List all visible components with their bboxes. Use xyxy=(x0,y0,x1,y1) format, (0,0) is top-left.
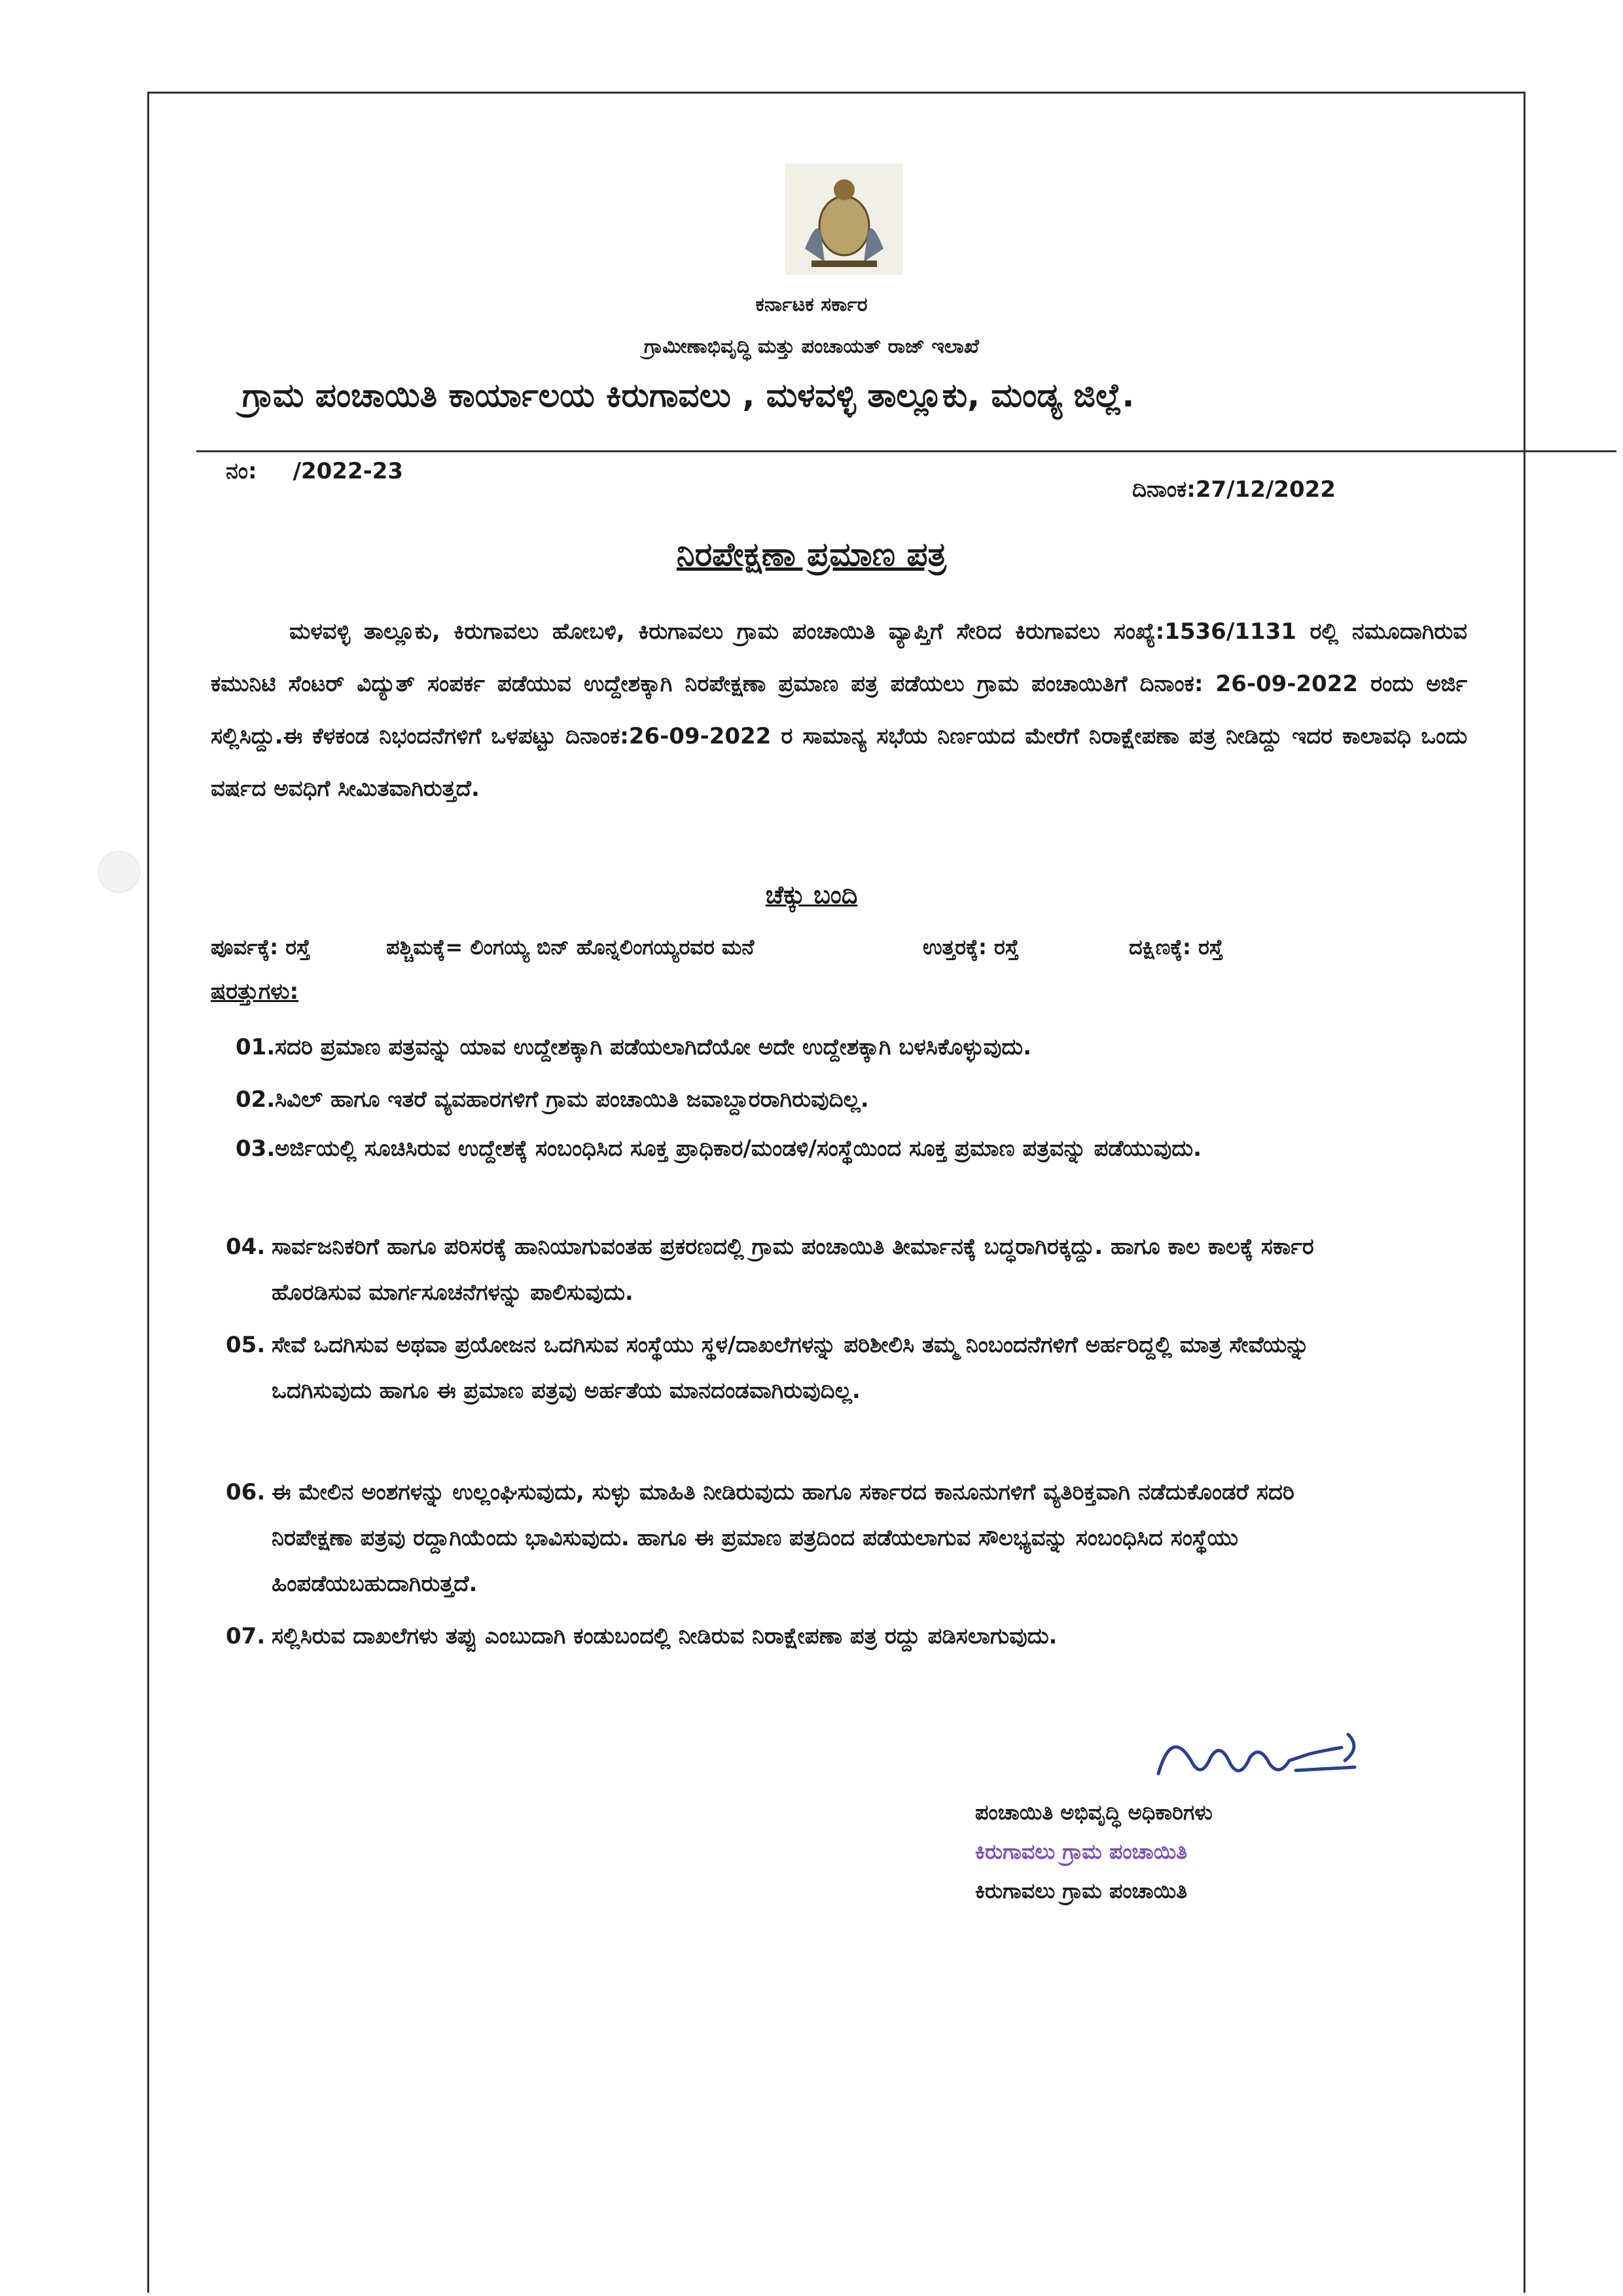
header-divider xyxy=(196,450,1616,452)
condition-text: ಸಿವಿಲ್ ಹಾಗೂ ಇತರೆ ವ್ಯವಹಾರಗಳಿಗೆ ಗ್ರಾಮ ಪಂಚಾಯಿತಿ ಜವಾಬ್ದಾರರಾಗಿರುವುದಿಲ್ಲ. xyxy=(275,1086,869,1113)
reference-number xyxy=(226,458,403,484)
condition-text: ಸಾರ್ವಜನಿಕರಿಗೆ ಹಾಗೂ ಪರಿಸರಕ್ಕೆ ಹಾನಿಯಾಗುವಂತಹ ಪ್ರಕರಣದಲ್ಲಿ ಗ್ರಾಮ ಪಂಚಾಯಿತಿ ತೀರ್ಮಾನಕ್ಕೆ ಬದ್ಧರಾಗಿರಕ್ಕದ್ದು. ಹಾಗೂ ಕಾಲ ಕಾಲಕ್ಕೆ ಸರ್ಕಾರ ಹೊರಡಿಸುವ ಮಾರ್ಗಸೂಚನೆಗಳನ್ನು ಪಾಲಿಸುವುದು. xyxy=(272,1234,1314,1306)
condition-text: ಈ ಮೇಲಿನ ಅಂಶಗಳನ್ನು ಉಲ್ಲಂಘಿಸುವುದು, ಸುಳ್ಳು ಮಾಹಿತಿ ನೀಡಿರುವುದು ಹಾಗೂ ಸರ್ಕಾರದ ಕಾನೂನುಗಳಿಗೆ ವ್ಯತಿರಿಕ್ತವಾಗಿ ನಡೆದುಕೊಂಡರೆ ಸದರಿ ನಿರಪೇಕ್ಷಣಾ ಪತ್ರವು ರದ್ದಾಗಿಯೆಂದು ಭಾವಿಸುವುದು. ಹಾಗೂ ಈ ಪ್ರಮಾಣ ಪತ್ರದಿಂದ ಪಡೆಯಲಾಗುವ ಸೌಲಭ್ಯವನ್ನು ಸಂಬಂಧಿಸಿದ ಸಂಸ್ಥೆಯು ಹಿಂಪಡೆಯಬಹುದಾಗಿರುತ್ತದೆ. xyxy=(272,1479,1294,1597)
boundary-east: ಪೂರ್ವಕ್ಕೆ: ರಸ್ತೆ xyxy=(211,935,311,960)
boundary-west: ಪಶ್ಚಿಮಕ್ಕೆ= ಲಿಂಗಯ್ಯ ಬಿನ್ ಹೊನ್ನಲಿಂಗಯ್ಯರವರ ಮನೆ xyxy=(386,935,755,960)
condition-number: 01. xyxy=(236,1034,276,1060)
condition-text: ಸೇವೆ ಒದಗಿಸುವ ಅಥವಾ ಪ್ರಯೋಜನ ಒದಗಿಸುವ ಸಂಸ್ಥೆಯು ಸ್ಥಳ/ದಾಖಲೆಗಳನ್ನು ಪರಿಶೀಲಿಸಿ ತಮ್ಮ ನಿಂಬಂದನೆಗಳಿಗೆ ಅರ್ಹರಿದ್ದಲ್ಲಿ ಮಾತ್ರ ಸೇವೆಯನ್ನು ಒದಗಿಸುವುದು ಹಾಗೂ ಈ ಪ್ರಮಾಣ ಪತ್ರವು ಅರ್ಹತೆಯ ಮಾನದಂಡವಾಗಿರುವುದಿಲ್ಲ. xyxy=(272,1332,1310,1404)
condition-item xyxy=(226,1469,1345,1607)
condition-item xyxy=(236,1024,1355,1070)
boundary-north: ಉತ್ತರಕ್ಕೆ: ರಸ್ತೆ xyxy=(923,935,1019,960)
official-stamp: ಕಿರುಗಾವಲು ಗ್ರಾಮ ಪಂಚಾಯಿತಿ xyxy=(975,1839,1188,1864)
boundary-south: ದಕ್ಷಿಣಕ್ಕೆ: ರಸ್ತೆ xyxy=(1129,935,1223,960)
condition-text: ಅರ್ಜಿಯಲ್ಲಿ ಸೂಚಿಸಿರುವ ಉದ್ದೇಶಕ್ಕೆ ಸಂಬಂಧಿಸಿದ ಸೂಕ್ತ ಪ್ರಾಧಿಕಾರ/ಮಂಡಳಿ/ಸಂಸ್ಥೆಯಿಂದ ಸೂಕ್ತ ಪ್ರಮಾಣ ಪತ್ರವನ್ನು ಪಡೆಯುವುದು. xyxy=(275,1136,1202,1162)
condition-item xyxy=(236,1077,1355,1122)
conditions-label: ಷರತ್ತುಗಳು: xyxy=(211,978,299,1005)
condition-item xyxy=(226,1322,1345,1414)
header-government: ಕರ್ನಾಟಕ ಸರ್ಕಾರ xyxy=(755,293,868,316)
condition-item xyxy=(226,1224,1345,1316)
reference-number-value: /2022-23 xyxy=(293,458,404,484)
state-emblem-icon xyxy=(785,164,903,275)
condition-text: ಸಲ್ಲಿಸಿರುವ ದಾಖಲೆಗಳು ತಪ್ಪು ಎಂಬುದಾಗಿ ಕಂಡುಬಂದಲ್ಲಿ ನೀಡಿರುವ ನಿರಾಕ್ಷೇಪಣಾ ಪತ್ರ ರದ್ದು ಪಡಿಸಲಾಗುವುದು. xyxy=(272,1623,1058,1649)
page-border xyxy=(147,92,1525,2293)
condition-number: 02. xyxy=(236,1086,276,1113)
boundaries-title: ಚೆಕ್ಕು ಬಂದಿ xyxy=(765,880,858,909)
header-office-title: ಗ್ರಾಮ ಪಂಚಾಯಿತಿ ಕಾರ್ಯಾಲಯ ಕಿರುಗಾವಲು , ಮಳವಳ್ಳಿ ತಾಲ್ಲೂಕು, ಮಂಡ್ಯ ಜಿಲ್ಲೆ. xyxy=(242,376,1135,414)
condition-text: ಸದರಿ ಪ್ರಮಾಣ ಪತ್ರವನ್ನು ಯಾವ ಉದ್ದೇಶಕ್ಕಾಗಿ ಪಡೆಯಲಾಗಿದೆಯೋ ಅದೇ ಉದ್ದೇಶಕ್ಕಾಗಿ ಬಳಸಿಕೊಳ್ಳುವುದು. xyxy=(275,1034,1032,1060)
condition-number: 05. xyxy=(226,1332,266,1358)
condition-number: 07. xyxy=(226,1623,266,1649)
condition-item xyxy=(226,1613,1345,1659)
body-paragraph: ಮಳವಳ್ಳಿ ತಾಲ್ಲೂಕು, ಕಿರುಗಾವಲು ಹೋಬಳಿ, ಕಿರುಗಾವಲು ಗ್ರಾಮ ಪಂಚಾಯಿತಿ ವ್ಯಾಪ್ತಿಗೆ ಸೇರಿದ ಕಿರುಗಾವಲು ಸಂಖ್ಯೆ:1536/1131 ರಲ್ಲಿ ನಮೂದಾಗಿರುವ ಕಮುನಿಟಿ ಸೆಂಟರ್ ವಿದ್ಯುತ್ ಸಂಪರ್ಕ ಪಡೆಯುವ ಉದ್ದೇಶಕ್ಕಾಗಿ ನಿರಪೇಕ್ಷಣಾ ಪ್ರಮಾಣ ಪತ್ರ ಪಡೆಯಲು ಗ್ರಾಮ ಪಂಚಾಯಿತಿಗೆ ದಿನಾಂಕ: 26-09-2022 ರಂದು ಅರ್ಜಿ ಸಲ್ಲಿಸಿದ್ದು.ಈ ಕೆಳಕಂಡ ನಿಭಂದನೆಗಳಿಗೆ ಒಳಪಟ್ಟು ದಿನಾಂಕ:26-09-2022 ರ ಸಾಮಾನ್ಯ ಸಭೆಯ ನಿರ್ಣಯದ ಮೇರೆಗೆ ನಿರಾಕ್ಷೇಪಣಾ ಪತ್ರ ನೀಡಿದ್ದು ಇದರ ಕಾಲಾವಧಿ ಒಂದು ವರ್ಷದ ಅವಧಿಗೆ ಸೀಮಿತವಾಗಿರುತ್ತದೆ. xyxy=(211,619,1467,802)
document-title: ನಿರಪೇಕ್ಷಣಾ ಪ್ರಮಾಣ ಪತ್ರ xyxy=(676,535,947,573)
condition-number: 06. xyxy=(226,1479,266,1505)
signatory-designation: ಪಂಚಾಯಿತಿ ಅಭಿವೃದ್ಧಿ ಅಧಿಕಾರಿಗಳು xyxy=(975,1800,1213,1825)
reference-number-label: ನಂ: xyxy=(226,458,257,484)
signatory-office: ಕಿರುಗಾವಲು ಗ್ರಾಮ ಪಂಚಾಯಿತಿ xyxy=(975,1878,1188,1903)
signature-icon xyxy=(1145,1721,1368,1793)
condition-number: 03. xyxy=(236,1136,276,1162)
header-department: ಗ್ರಾಮೀಣಾಭಿವೃದ್ಧಿ ಮತ್ತು ಪಂಚಾಯತ್ ರಾಜ್ ಇಲಾಖೆ xyxy=(644,335,979,358)
condition-number: 04. xyxy=(226,1234,266,1260)
reference-date: ದಿನಾಂಕ:27/12/2022 xyxy=(1132,476,1336,503)
condition-item xyxy=(236,1126,1355,1172)
